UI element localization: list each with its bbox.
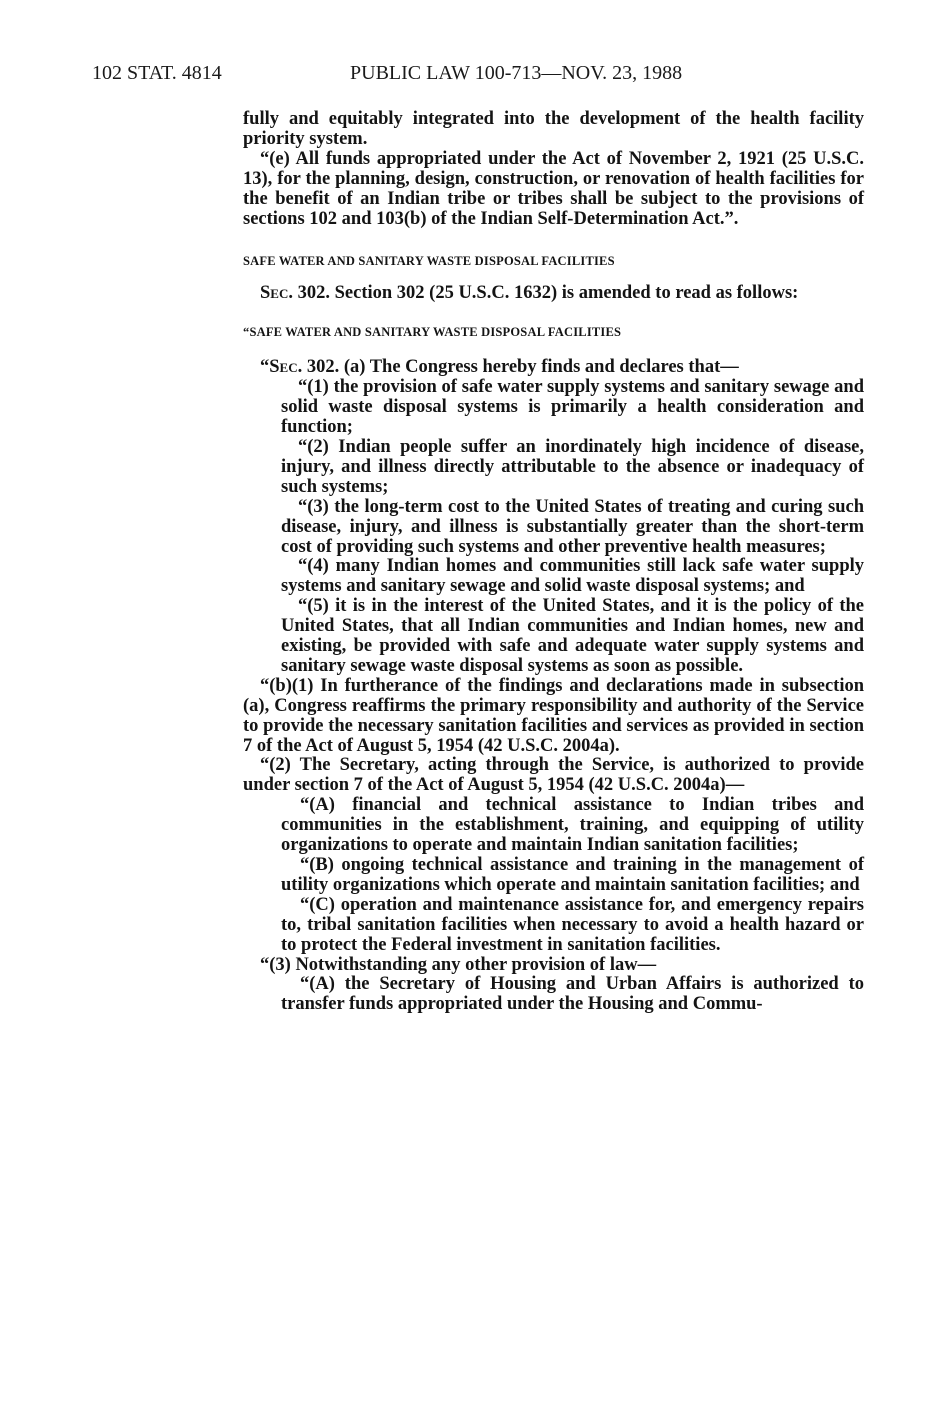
subsection-b-1: “(b)(1) In furtherance of the findings and declarations made in subsection (a), Congress reaffirms the primary responsibility and authority of the Service to provide the necessary sanitation facilities and services as provided in section 7 of the Act of August 5, 1954 (42 U.S.C. 2004a). <box>243 675 864 756</box>
subparagraph-b-3-a: “(A) the Secretary of Housing and Urban Affairs is authorized to transfer funds appropriated under the Housing and Commu- <box>281 974 864 1015</box>
section-label: Sec. <box>269 357 303 378</box>
section-302-a <box>243 358 864 378</box>
section-label: Sec. <box>260 283 293 304</box>
subsection-b-2: “(2) The Secretary, acting through the Service, is authorized to provide under section 7 of the Act of August 5, 1954 (42 U.S.C. 2004a)— <box>243 755 864 796</box>
section-302-amendment <box>243 284 864 304</box>
finding-4: “(4) many Indian homes and communities still lack safe water supply systems and sanitary sewage and solid waste disposal systems; and <box>281 556 864 597</box>
finding-5: “(5) it is in the interest of the United States, and it is the policy of the United States, that all Indian communities and Indian homes, new and existing, be provided with safe and adequate water supply systems and sanitary sewage waste disposal systems as soon as possible. <box>281 596 864 676</box>
running-head <box>92 61 852 85</box>
continued-paragraph: fully and equitably integrated into the development of the health facility priority system. <box>243 109 864 149</box>
subparagraph-b-2-b: “(B) ongoing technical assistance and training in the management of utility organizations which operate and maintain sanitation facilities; and <box>281 855 864 895</box>
quoted-section-heading: “SAFE WATER AND SANITARY WASTE DISPOSAL FACILITIES <box>243 325 622 340</box>
finding-2: “(2) Indian people suffer an inordinately high incidence of disease, injury, and illness directly attributable to the absence or inadequacy of such systems; <box>281 436 864 497</box>
stat-page-reference: 102 STAT. 4814 <box>92 62 222 84</box>
finding-1: “(1) the provision of safe water supply systems and sanitary sewage and solid waste disposal systems is primarily a health consideration and function; <box>281 377 864 438</box>
statute-body <box>243 110 864 1015</box>
section-302-a-text: 302. (a) The Congress hereby finds and declares that— <box>302 357 739 378</box>
subparagraph-b-2-a: “(A) financial and technical assistance to Indian tribes and communities in the establishment, training, and equipping of utility organizations to operate and maintain Indian sanitation facilities; <box>281 795 864 856</box>
public-law-reference: PUBLIC LAW 100-713—NOV. 23, 1988 <box>350 62 683 84</box>
section-heading-safe-water: SAFE WATER AND SANITARY WASTE DISPOSAL FACILITIES <box>243 254 615 269</box>
subsection-e: “(e) All funds appropriated under the Act of November 2, 1921 (25 U.S.C. 13), for the planning, design, construction, or renovation of health facilities for the benefit of an Indian tribe or tribes shall be subject to the provisions of sections 102 and 103(b) of the Indian Self-Determination Act.”. <box>243 148 864 229</box>
subsection-b-3: “(3) Notwithstanding any other provision of law— <box>260 954 657 975</box>
section-302-text: 302. Section 302 (25 U.S.C. 1632) is amended to read as follows: <box>292 283 799 304</box>
finding-3: “(3) the long-term cost to the United States of treating and curing such disease, injury, and illness is substantially greater than the short-term cost of providing such systems and other preventive health measures; <box>281 496 864 557</box>
open-quote: “ <box>260 357 270 378</box>
subparagraph-b-2-c: “(C) operation and maintenance assistance for, and emergency repairs to, tribal sanitation facilities when necessary to avoid a health hazard or to protect the Federal investment in sanitation facilities. <box>281 894 864 955</box>
